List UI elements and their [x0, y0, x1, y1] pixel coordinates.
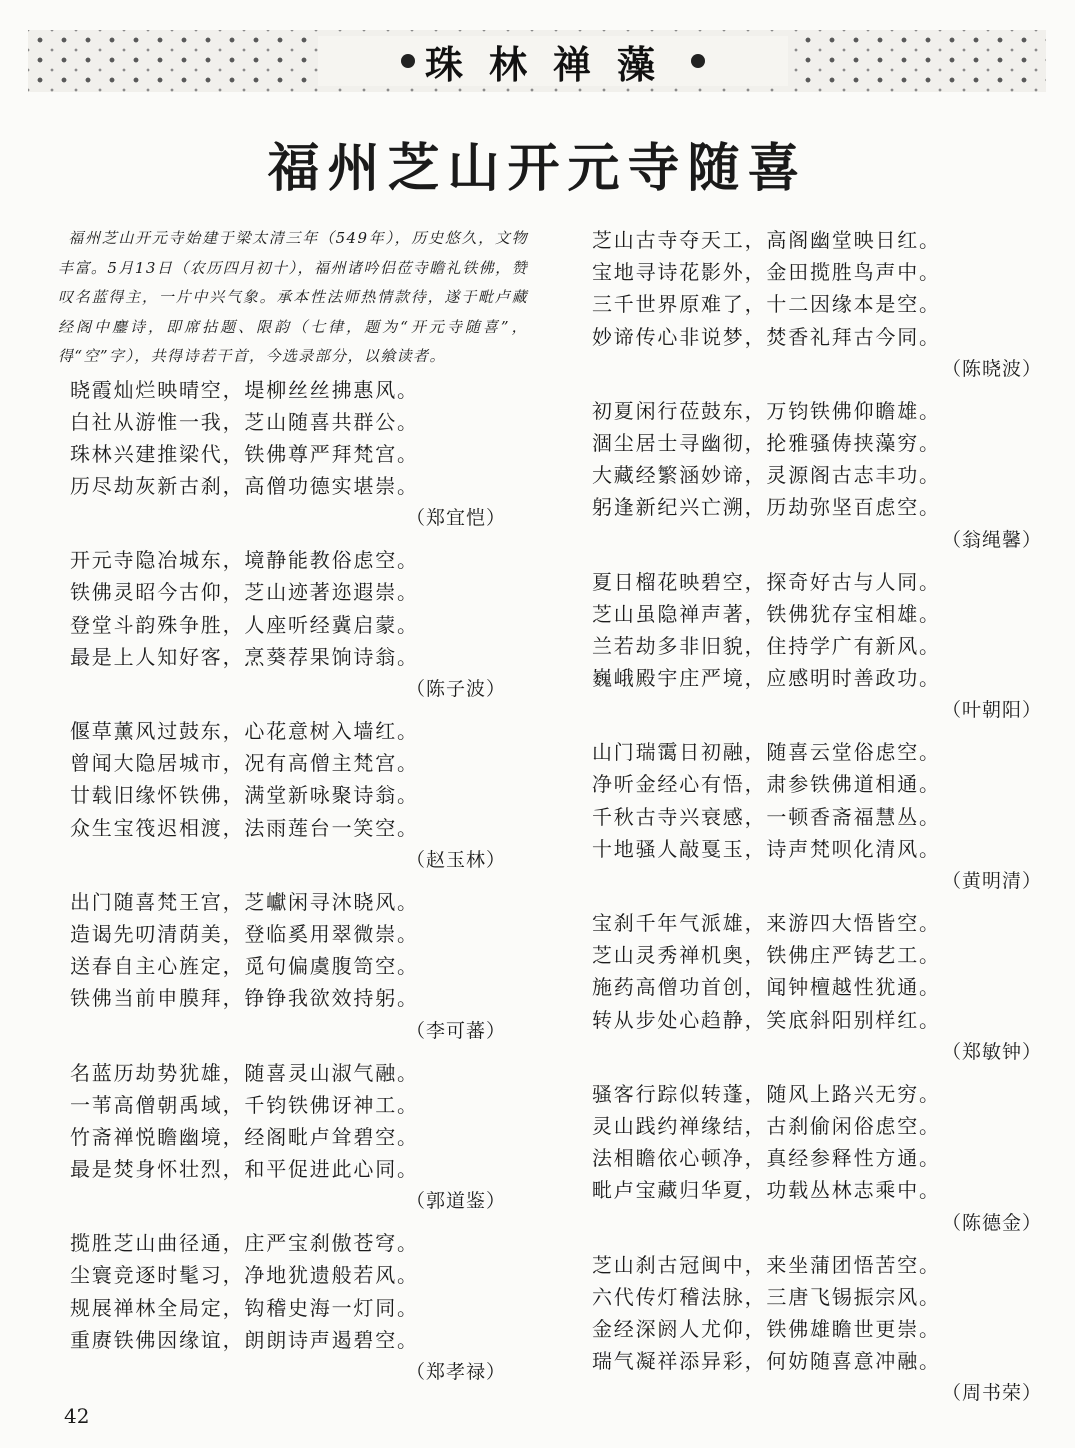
poem-author: （陈晓波） [941, 357, 1042, 380]
poem-author: （陈德金） [941, 1211, 1042, 1234]
section-header [318, 36, 788, 86]
poem-author: （黄明清） [941, 870, 1042, 892]
poem-line: 法相瞻依心顿净，真经参释性方通。 [592, 1146, 941, 1171]
intro-text: 福州芝山开元寺始建于梁太清三年（549年），历史悠久，文物丰富。5月13日（农历四月初十），福州诸吟侣莅寺瞻礼铁佛，赞叹名蓝得主，一片中兴气象。承本性法师热情款待，遂于毗卢藏经阁中鏖诗，即席拈题、限韵（七律，题为“开元寺随喜”，得“空”字），共得诗若干首，今选录部分，以飨读者。 [58, 229, 528, 365]
poem-block [58, 715, 528, 876]
poem-author: （翁绳馨） [941, 528, 1042, 551]
poem-block [592, 907, 1052, 1068]
poem-author: （郑孝禄） [405, 1361, 506, 1383]
poem-line: 历尽劫灰新古刹，高僧功德实堪崇。 [70, 474, 419, 499]
poem-line: 初夏闲行莅鼓东，万钧铁佛仰瞻雄。 [592, 398, 941, 423]
poem-author: （陈子波） [405, 678, 506, 700]
poem-line: 妙谛传心非说梦，焚香礼拜古今同。 [592, 324, 941, 349]
page-number: 42 [64, 1404, 90, 1428]
poem-line: 最是焚身怀壮烈，和平促进此心同。 [70, 1157, 419, 1182]
poem-line: 铁佛当前申膜拜，铮铮我欲效持躬。 [70, 986, 419, 1011]
left-column [58, 224, 528, 1388]
poem-block [592, 736, 1052, 897]
header-dot-left-icon [401, 54, 415, 68]
poem-block [58, 886, 528, 1047]
section-header-text: 珠林禅藻 [424, 41, 681, 87]
poem-line: 金经深阏人尤仰，铁佛雄瞻世更崇。 [592, 1316, 941, 1341]
poem-block [592, 395, 1052, 556]
poem-line: 千秋古寺兴衰感，一顿香斋福慧丛。 [592, 804, 941, 829]
poem-line: 毗卢宝藏归华夏，功载丛林志乘中。 [592, 1178, 941, 1203]
poem-line: 芝山刹古冠闽中，来坐蒲团悟苦空。 [592, 1252, 941, 1277]
poem-block [58, 544, 528, 705]
poem-line: 净听金经心有悟，肃参铁佛道相通。 [592, 772, 941, 797]
article-title: 福州芝山开元寺随喜 [267, 138, 808, 199]
poem-block [58, 1057, 528, 1218]
poem-line: 宝地寻诗花影外，金田揽胜鸟声中。 [592, 260, 941, 285]
poem-author: （郭道鉴） [405, 1190, 506, 1213]
poem-line: 宝刹千年气派雄，来游四大悟皆空。 [592, 911, 941, 935]
poem-line: 六代传灯稽法脉，三唐飞锡振宗风。 [592, 1284, 941, 1309]
poem-line: 骚客行踪似转蓬，随风上路兴无穷。 [592, 1081, 941, 1106]
poem-line: 曾闻大隐居城市，况有高僧主梵宫。 [70, 751, 419, 776]
poem-author: （周书荣） [941, 1382, 1042, 1405]
poem-line: 最是上人知好客，烹葵荐果饷诗翁。 [70, 644, 419, 669]
poem-line: 送春自主心旌定，觅句偏虞腹笥空。 [70, 954, 419, 979]
poem-line: 兰若劫多非旧貌，住持学广有新风。 [592, 633, 941, 658]
poem-line: 铁佛灵昭今古仰，芝山迹著迩遐崇。 [70, 580, 419, 605]
poem-line: 一苇高僧朝禹域，千钧铁佛讶神工。 [70, 1092, 419, 1117]
poem-line: 芝山灵秀禅机奥，铁佛庄严铸艺工。 [592, 943, 941, 968]
header-dot-right-icon [691, 54, 705, 68]
poem-line: 尘寰竞逐时髦习，净地犹遗般若风。 [70, 1263, 419, 1288]
poem-line: 偃草薰风过鼓东，心花意树入墙红。 [70, 719, 419, 743]
poem-line: 晓霞灿烂映晴空，堤柳丝丝拂惠风。 [70, 377, 419, 402]
poem-line: 躬逢新纪兴亡溯，历劫弥坚百虑空。 [592, 495, 941, 520]
right-poem-list [592, 224, 1052, 1409]
poem-author: （郑宜恺） [405, 507, 506, 530]
poem-author: （郑敏钟） [941, 1040, 1042, 1063]
poem-line: 芝山古寺夺天工，高阁幽堂映日红。 [592, 228, 941, 252]
poem-block [592, 224, 1052, 385]
poem-line: 重赓铁佛因缘谊，朗朗诗声遏碧空。 [70, 1327, 419, 1352]
poem-line: 芝山虽隐禅声著，铁佛犹存宝相雄。 [592, 601, 941, 626]
poem-line: 灵山践约禅缘结，古刹偷闲俗虑空。 [592, 1113, 941, 1138]
poem-line: 白社从游惟一我，芝山随喜共群公。 [70, 409, 419, 434]
poem-line: 三千世界原难了，十二因缘本是空。 [592, 292, 941, 317]
poem-line: 夏日榴花映碧空，探奇好古与人同。 [592, 569, 941, 594]
poem-line: 珠林兴建推梁代，铁佛尊严拜梵宫。 [70, 441, 419, 466]
poem-author: （李可蕃） [405, 1019, 506, 1042]
poem-line: 竹斋禅悦瞻幽境，经阁毗卢耸碧空。 [70, 1124, 419, 1149]
right-column [592, 224, 1052, 1409]
poem-block [592, 1249, 1052, 1410]
poem-line: 造谒先叨清荫美，登临奚用翠微崇。 [70, 921, 419, 946]
poem-line: 山门瑞霭日初融，随喜云堂俗虑空。 [592, 740, 941, 765]
poem-line: 大藏经繁涵妙谛，灵源阁古志丰功。 [592, 463, 941, 488]
poem-line: 廿载旧缘怀铁佛，满堂新咏聚诗翁。 [70, 783, 419, 808]
poem-line: 施药高僧功首创，闻钟檀越性犹通。 [592, 975, 941, 1000]
poem-author: （叶朝阳） [941, 699, 1042, 722]
poem-block [592, 566, 1052, 727]
poem-line: 巍峨殿宇庄严境，应感明时善政功。 [592, 666, 941, 691]
poem-line: 瑞气凝祥添异彩，何妨随喜意冲融。 [592, 1349, 941, 1374]
poem-line: 登堂斗韵殊争胜，人座听经冀启蒙。 [70, 612, 419, 637]
poem-line: 开元寺隐冶城东，境静能教俗虑空。 [70, 548, 419, 573]
poem-line: 十地骚人敲戛玉，诗声梵呗化清风。 [592, 836, 941, 861]
poem-line: 名蓝历劫势犹雄，随喜灵山淑气融。 [70, 1060, 419, 1085]
poem-line: 众生宝筏迟相渡，法雨莲台一笑空。 [70, 815, 419, 840]
poem-block [58, 1227, 528, 1388]
poem-author: （赵玉林） [405, 848, 506, 871]
poem-line: 揽胜芝山曲径通，庄严宝刹傲苍穹。 [70, 1231, 419, 1256]
intro-paragraph [58, 224, 528, 372]
poem-line: 出门随喜梵王宫，芝巘闲寻沐晓风。 [70, 889, 419, 914]
poem-block [58, 374, 528, 535]
poem-block [592, 1078, 1052, 1239]
poem-line: 转从步处心趋静，笑底斜阳别样红。 [592, 1007, 941, 1032]
poem-line: 涸尘居士寻幽彻，抡雅骚俦挟藻穷。 [592, 430, 941, 455]
poem-line: 规展禅林全局定，钩稽史海一灯同。 [70, 1295, 419, 1320]
left-poem-list [58, 374, 528, 1389]
